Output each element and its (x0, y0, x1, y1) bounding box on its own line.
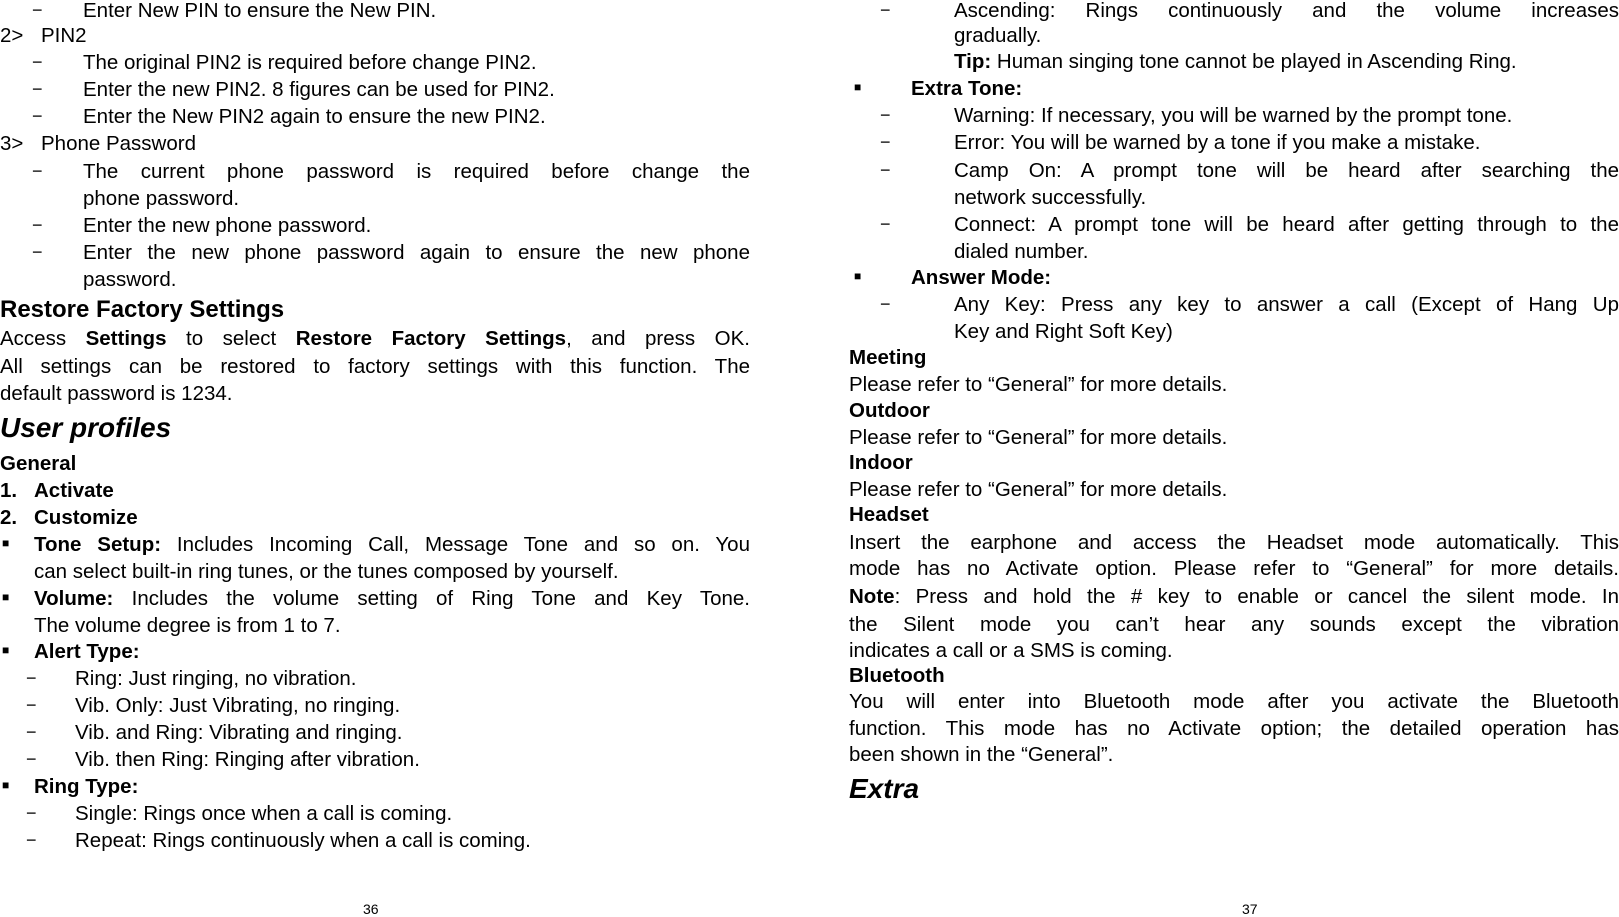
list-item-text: Repeat: Rings continuously when a call is coming. (75, 829, 531, 852)
list-item-text: network successfully. (954, 186, 1147, 209)
list-item-text: Enter the new phone password again to ensure the new phone (83, 241, 750, 264)
square-bullet-icon: ■ (2, 778, 10, 792)
list-item-text: The volume degree is from 1 to 7. (34, 614, 341, 637)
paragraph-line: All settings can be restored to factory settings with this function. The (0, 355, 750, 378)
section-number: 3> (0, 132, 24, 155)
list-item-text: Ring: Just ringing, no vibration. (75, 667, 357, 690)
paragraph-line: mode has no Activate option. Please refer to “General” for more details. (849, 557, 1619, 580)
dash-bullet: − (32, 215, 43, 235)
dash-bullet: − (26, 803, 37, 823)
dash-bullet: − (880, 105, 891, 125)
square-bullet-icon: ■ (2, 536, 10, 550)
text-run: Includes Incoming Call, Message Tone and so on. You (161, 533, 750, 556)
text-run: Includes the volume setting of Ring Tone and Key Tone. (113, 587, 750, 610)
list-item-text: phone password. (83, 187, 240, 210)
list-item-text: Camp On: A prompt tone will be heard after searching the (954, 159, 1619, 182)
square-bullet-icon: ■ (854, 80, 862, 94)
list-item-text: Enter the new PIN2. 8 figures can be used for PIN2. (83, 78, 555, 101)
list-item-text: Enter the new phone password. (83, 214, 372, 237)
text-run: to select (166, 327, 296, 350)
paragraph-line: the Silent mode you can’t hear any sounds except the vibration (849, 613, 1619, 636)
dash-bullet: − (32, 0, 43, 20)
dash-bullet: − (32, 242, 43, 262)
paragraph-line: been shown in the “General”. (849, 743, 1114, 766)
dash-bullet: − (26, 749, 37, 769)
list-item-text: Error: You will be warned by a tone if you make a mistake. (954, 131, 1481, 154)
paragraph-line: Please refer to “General” for more details. (849, 373, 1228, 396)
page-number: 36 (363, 901, 379, 917)
list-item-text: Vib. then Ring: Ringing after vibration. (75, 748, 420, 771)
dash-bullet: − (880, 214, 891, 234)
restore-factory-settings-label: Restore Factory Settings (295, 327, 567, 350)
heading-headset: Headset (849, 503, 929, 526)
text-run: Human singing tone cannot be played in Ascending Ring. (991, 50, 1517, 73)
square-bullet-icon: ■ (854, 269, 862, 283)
list-item-text: gradually. (954, 24, 1042, 47)
text-run: Access (0, 327, 86, 350)
list-item-text: Ascending: Rings continuously and the volume increases (954, 0, 1619, 22)
list-item-text: can select built-in ring tunes, or the tunes composed by yourself. (34, 560, 619, 583)
list-item-text: Key and Right Soft Key) (954, 320, 1173, 343)
list-item-text: password. (83, 268, 177, 291)
list-item-text: dialed number. (954, 240, 1089, 263)
dash-bullet: − (880, 294, 891, 314)
item-number: 2. (0, 506, 18, 529)
paragraph-line: Please refer to “General” for more details. (849, 478, 1228, 501)
text-run: : Press and hold the # key to enable or cancel the silent mode. In (894, 585, 1619, 608)
dash-bullet: − (26, 830, 37, 850)
item-title: Customize (34, 506, 138, 529)
heading-meeting: Meeting (849, 346, 927, 369)
heading-indoor: Indoor (849, 451, 913, 474)
page-37 (849, 0, 1619, 917)
ring-type-label: Ring Type: (34, 775, 139, 798)
tone-setup-label: Tone Setup: (34, 533, 162, 556)
dash-bullet: − (880, 0, 891, 20)
item-title: Activate (34, 479, 114, 502)
note-label: Note (849, 585, 895, 608)
dash-bullet: − (32, 52, 43, 72)
tip-label: Tip: (954, 50, 992, 73)
paragraph-line: You will enter into Bluetooth mode after you activate the Bluetooth (849, 690, 1619, 713)
list-item-text: The current phone password is required before change the (83, 160, 750, 183)
item-number: 1. (0, 479, 18, 502)
list-item-text: Vib. and Ring: Vibrating and ringing. (75, 721, 403, 744)
paragraph-line (0, 325, 750, 352)
list-item-text: Connect: A prompt tone will be heard after getting through to the (954, 213, 1619, 236)
heading-user-profiles: User profiles (0, 412, 172, 443)
section-number: 2> (0, 24, 24, 47)
extra-tone-label: Extra Tone: (911, 77, 1023, 100)
list-item-text: Single: Rings once when a call is coming. (75, 802, 453, 825)
heading-restore-factory-settings: Restore Factory Settings (0, 296, 285, 323)
dash-bullet: − (32, 79, 43, 99)
paragraph-line: default password is 1234. (0, 382, 233, 405)
dash-bullet: − (880, 160, 891, 180)
list-item-text: Warning: If necessary, you will be warned by the prompt tone. (954, 104, 1513, 127)
dash-bullet: − (26, 695, 37, 715)
section-title: Phone Password (41, 132, 196, 155)
heading-outdoor: Outdoor (849, 399, 930, 422)
dash-bullet: − (32, 106, 43, 126)
heading-general: General (0, 452, 77, 475)
square-bullet-icon: ■ (2, 643, 10, 657)
list-item-text: The original PIN2 is required before change PIN2. (83, 51, 537, 74)
alert-type-label: Alert Type: (34, 640, 140, 663)
answer-mode-label: Answer Mode: (911, 266, 1052, 289)
dash-bullet: − (26, 668, 37, 688)
dash-bullet: − (26, 722, 37, 742)
heading-bluetooth: Bluetooth (849, 664, 945, 687)
text-run: , and press OK. (566, 327, 750, 350)
square-bullet-icon: ■ (2, 590, 10, 604)
list-item-text: Any Key: Press any key to answer a call (Except of Hang Up (954, 293, 1619, 316)
paragraph-line: Please refer to “General” for more details. (849, 426, 1228, 449)
paragraph-line: Insert the earphone and access the Headset mode automatically. This (849, 531, 1619, 554)
section-title: PIN2 (41, 24, 87, 47)
dash-bullet: − (32, 161, 43, 181)
paragraph-line: indicates a call or a SMS is coming. (849, 639, 1173, 662)
page-number: 37 (1242, 901, 1258, 917)
volume-label: Volume: (34, 587, 114, 610)
heading-extra: Extra (849, 773, 920, 804)
note-line (849, 583, 1619, 610)
list-item-text: Enter the New PIN2 again to ensure the new PIN2. (83, 105, 546, 128)
paragraph-line: function. This mode has no Activate option; the detailed operation has (849, 717, 1619, 740)
list-item-text: Enter New PIN to ensure the New PIN. (83, 0, 437, 22)
dash-bullet: − (880, 132, 891, 152)
page-36 (0, 0, 750, 916)
list-item-text: Vib. Only: Just Vibrating, no ringing. (75, 694, 401, 717)
settings-label: Settings (85, 327, 167, 350)
